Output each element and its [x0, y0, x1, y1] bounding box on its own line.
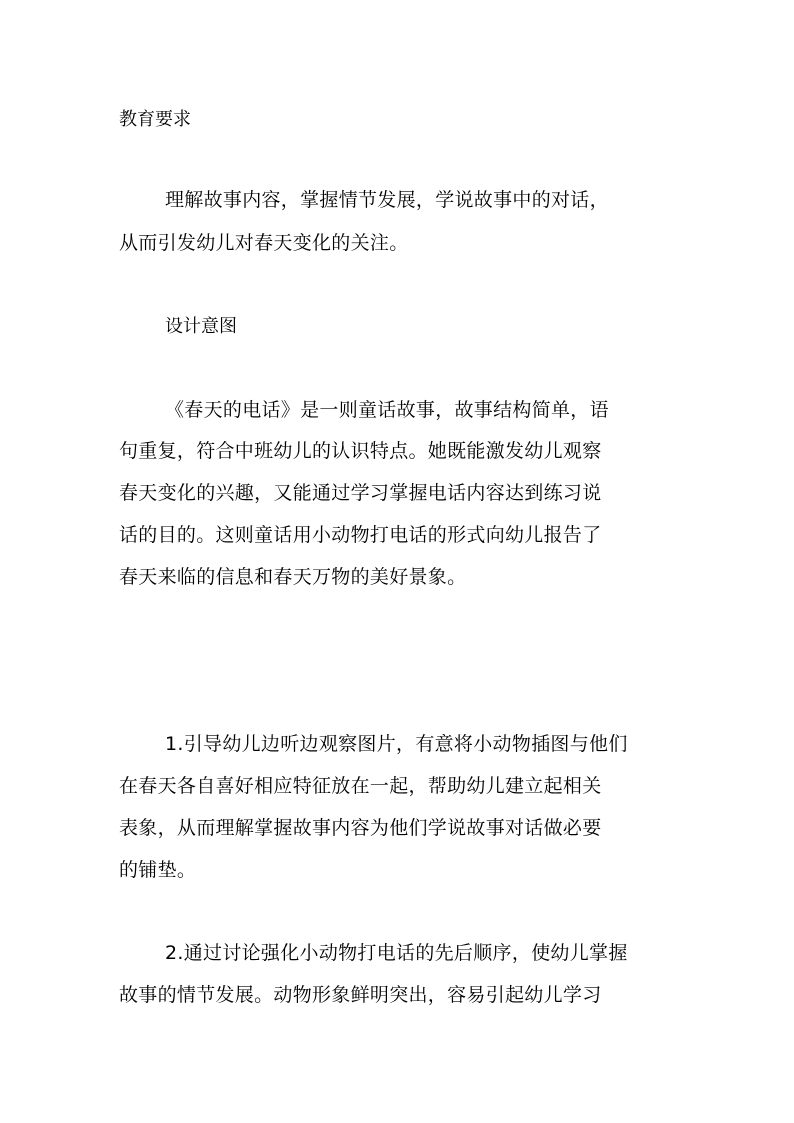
paragraph-line: 故事的情节发展。动物形象鲜明突出，容易引起幼儿学习: [119, 984, 602, 1006]
paragraph-line: 在春天各自喜好相应特征放在一起，帮助幼儿建立起相关: [119, 775, 602, 797]
paragraph-line: 表象，从而理解掌握故事内容为他们学说故事对话做必要: [119, 817, 602, 839]
paragraph-line: 1.引导幼儿边听边观察图片，有意将小动物插图与他们: [165, 733, 628, 755]
heading-education-requirements: 教育要求: [119, 109, 191, 130]
paragraph-line: 从而引发幼儿对春天变化的关注。: [119, 232, 409, 254]
heading-design-intent: 设计意图: [165, 316, 237, 337]
paragraph-line: 春天变化的兴趣，又能通过学习掌握电话内容达到练习说: [119, 482, 602, 504]
paragraph-line: 《春天的电话》是一则童话故事，故事结构简单，语: [165, 399, 609, 421]
paragraph-line: 句重复，符合中班幼儿的认识特点。她既能激发幼儿观察: [119, 440, 602, 462]
paragraph-line: 2.通过讨论强化小动物打电话的先后顺序，使幼儿掌握: [165, 942, 628, 964]
paragraph-line: 理解故事内容，掌握情节发展，学说故事中的对话，: [165, 189, 609, 211]
paragraph-line: 的铺垫。: [119, 859, 197, 881]
paragraph-line: 春天来临的信息和春天万物的美好景象。: [119, 566, 467, 588]
paragraph-line: 话的目的。这则童话用小动物打电话的形式向幼儿报告了: [119, 524, 602, 546]
